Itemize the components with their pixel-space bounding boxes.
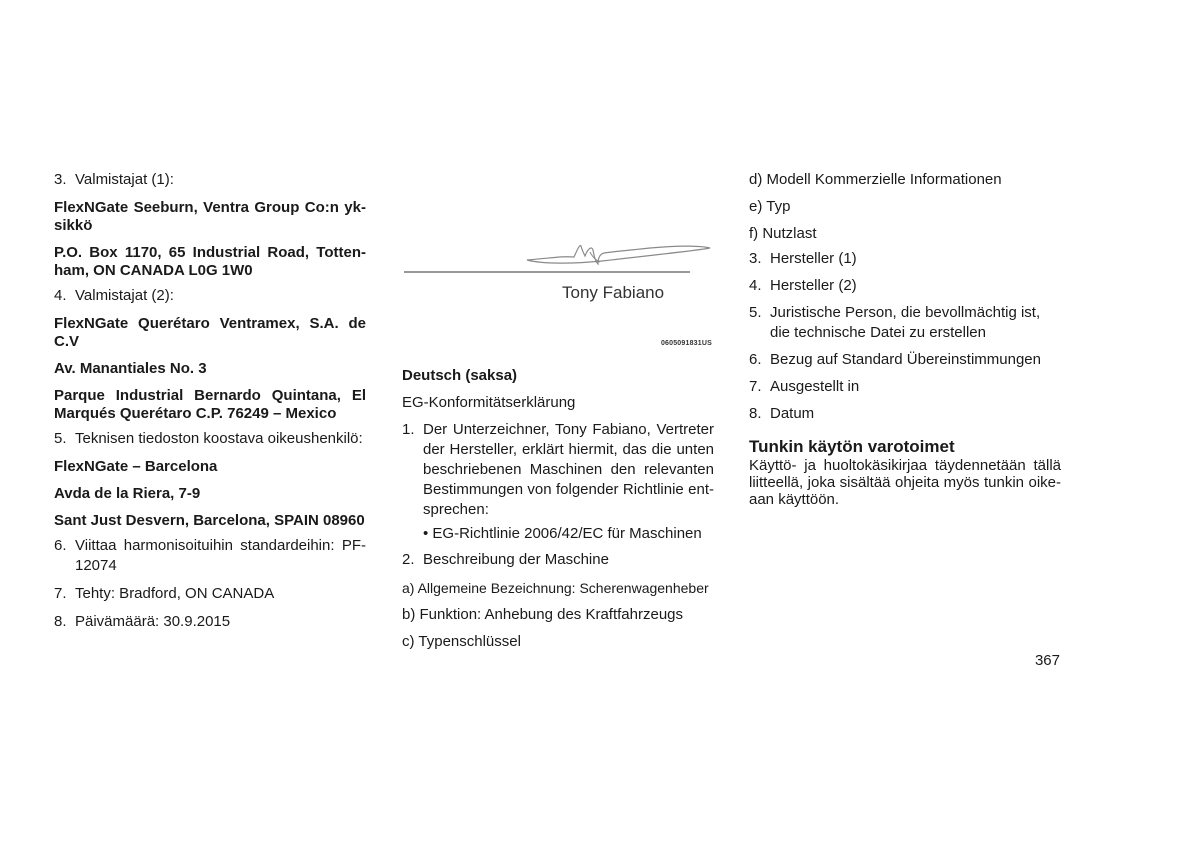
item-number: 4. xyxy=(749,277,762,294)
item-number: 7. xyxy=(749,378,762,395)
item-text: Valmistajat (2): xyxy=(75,287,174,304)
item-text: Teknisen tiedoston koostava oikeushenkilö: xyxy=(75,430,363,447)
item-text: Juristische Person, die bevollmächtig ist, die technische Datei zu erstellen xyxy=(770,304,1041,341)
section-subheading: EG-Konformitätserklärung xyxy=(402,394,576,411)
signature-name: Tony Fabiano xyxy=(562,283,665,302)
item-text: Ausgestellt in xyxy=(770,378,860,395)
list-item xyxy=(749,404,1061,424)
list-item xyxy=(749,249,1061,269)
item-number: 6. xyxy=(749,351,762,368)
column-right xyxy=(749,170,1061,508)
bullet-item: • EG-Richtlinie 2006/42/EC für Maschinen xyxy=(423,525,702,542)
section-body: Käyttö- ja huoltokäsikirjaa täydennetään tällä liitteellä, joka sisältää ohjeita myös tunkin oike-aan käyttöön. xyxy=(749,457,1061,508)
list-item xyxy=(54,286,366,306)
technical-file-street: Avda de la Riera, 7-9 xyxy=(54,485,201,502)
item-number: 8. xyxy=(749,405,762,422)
manufacturer2-street: Av. Manantiales No. 3 xyxy=(54,360,207,377)
list-item xyxy=(54,584,366,604)
sub-item-b: b) Funktion: Anhebung des Kraftfahrzeugs xyxy=(402,606,684,623)
column-left xyxy=(54,170,366,632)
technical-file-name: FlexNGate – Barcelona xyxy=(54,458,218,475)
technical-file-address: Sant Just Desvern, Barcelona, SPAIN 08960 xyxy=(54,512,365,529)
manufacturer2-address: Parque Industrial Bernardo Quintana, El Marqués Querétaro C.P. 76249 – Mexico xyxy=(54,387,366,422)
list-item xyxy=(54,612,366,632)
item-text: Datum xyxy=(770,405,815,422)
item-number: 8. xyxy=(54,613,67,630)
sub-item-e: e) Typ xyxy=(749,198,791,215)
list-item xyxy=(402,420,714,520)
item-number: 5. xyxy=(749,304,762,321)
sub-item-c: c) Typenschlüssel xyxy=(402,633,521,650)
image-code: 0605091831US xyxy=(660,340,712,347)
item-number: 2. xyxy=(402,551,415,568)
item-number: 1. xyxy=(402,421,415,438)
item-number: 3. xyxy=(749,250,762,267)
manufacturer1-name: FlexNGate Seeburn, Ventra Group Co:n yk-sikkö xyxy=(54,199,366,234)
item-number: 4. xyxy=(54,287,67,304)
item-text: Päivämäärä: 30.9.2015 xyxy=(75,613,231,630)
item-text: Der Unterzeichner, Tony Fabiano, Vertreter der Hersteller, erklärt hiermit, das die unten beschriebenen Maschinen den relevanten Bestimmungen von folgender Richtlinie ent-sprechen: xyxy=(423,421,714,518)
item-text: Beschreibung der Maschine xyxy=(423,551,609,568)
sub-item-d: d) Modell Kommerzielle Informationen xyxy=(749,171,1002,188)
list-item xyxy=(54,170,366,190)
item-number: 3. xyxy=(54,171,67,188)
sub-item-a: a) Allgemeine Bezeichnung: Scherenwagenheber xyxy=(402,580,709,596)
manufacturer2-name: FlexNGate Querétaro Ventramex, S.A. de C.V xyxy=(54,315,366,350)
list-item xyxy=(402,550,714,570)
page-number: 367 xyxy=(1034,652,1060,669)
section-heading: Deutsch (saksa) xyxy=(402,367,518,384)
item-text: Viittaa harmonisoituihin standardeihin: PF-12074 xyxy=(75,537,366,574)
list-item xyxy=(749,377,1061,397)
column-middle xyxy=(402,236,714,652)
item-text: Valmistajat (1): xyxy=(75,171,174,188)
item-text: Hersteller (1) xyxy=(770,250,857,267)
list-item xyxy=(749,303,1061,343)
section-title: Tunkin käytön varotoimet xyxy=(749,437,955,456)
item-number: 7. xyxy=(54,585,67,602)
list-item xyxy=(749,350,1061,370)
item-number: 6. xyxy=(54,537,67,554)
item-text: Tehty: Bradford, ON CANADA xyxy=(75,585,275,602)
signature-image xyxy=(402,236,714,296)
item-text: Hersteller (2) xyxy=(770,277,857,294)
list-item xyxy=(54,429,366,449)
sub-item-f: f) Nutzlast xyxy=(749,225,817,242)
manufacturer1-address: P.O. Box 1170, 65 Industrial Road, Totten-ham, ON CANADA L0G 1W0 xyxy=(54,244,366,279)
list-item xyxy=(54,536,366,576)
item-number: 5. xyxy=(54,430,67,447)
list-item xyxy=(749,276,1061,296)
item-text: Bezug auf Standard Übereinstimmungen xyxy=(770,351,1041,368)
signature-block xyxy=(402,236,714,358)
